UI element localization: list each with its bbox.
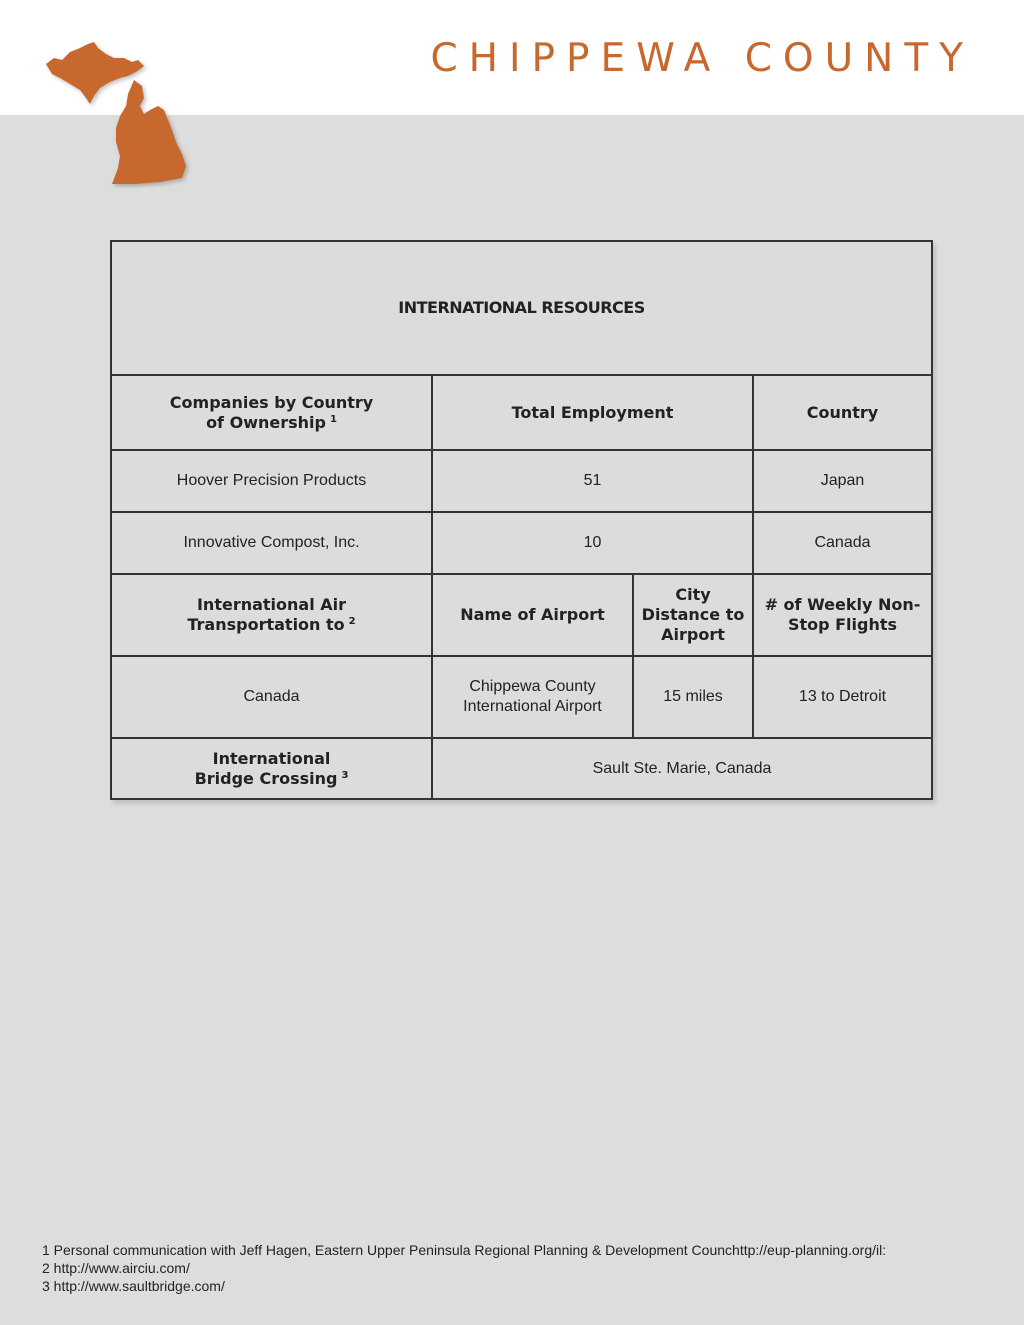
companies-header-row <box>111 375 932 450</box>
country-header: Country <box>753 375 932 450</box>
table-row <box>111 656 932 738</box>
table-row <box>111 512 932 574</box>
company-name: Hoover Precision Products <box>111 450 432 512</box>
distance-value: 15 miles <box>633 656 753 738</box>
companies-header: Companies by Country of Ownership $^1$ <box>111 375 432 450</box>
footnote-ref: 2 <box>348 616 356 627</box>
airport-name-value: Chippewa County International Airport <box>432 656 633 738</box>
bridge-header: International Bridge Crossing $^3$ <box>111 738 432 799</box>
air-transport-header: International Air Transportation to $^2$ <box>111 574 432 656</box>
employment-value: 10 <box>432 512 753 574</box>
footnote-1: 1 Personal communication with Jeff Hagen, Eastern Upper Peninsula Regional Planning & Development Counchttp://eup-planning.org/il: <box>42 1242 887 1258</box>
footnote-3: 3 http://www.saultbridge.com/ <box>42 1278 225 1294</box>
destination-value: Canada <box>111 656 432 738</box>
country-value: Canada <box>753 512 932 574</box>
country-value: Japan <box>753 450 932 512</box>
bridge-value: Sault Ste. Marie, Canada <box>432 738 932 799</box>
employment-value: 51 <box>432 450 753 512</box>
footnotes <box>42 1241 886 1295</box>
airport-name-header: Name of Airport <box>432 574 633 656</box>
footnote-2: 2 http://www.airciu.com/ <box>42 1260 190 1276</box>
company-name: Innovative Compost, Inc. <box>111 512 432 574</box>
bridge-row <box>111 738 932 799</box>
title-row <box>111 241 932 375</box>
international-resources-table <box>110 240 933 800</box>
footnote-ref: 1 <box>329 413 337 425</box>
michigan-map-icon <box>40 38 192 188</box>
flights-header: # of Weekly Non- Stop Flights <box>753 574 932 656</box>
table-row <box>111 450 932 512</box>
flights-value: 13 to Detroit <box>753 656 932 738</box>
footnote-ref: 3 <box>341 769 349 781</box>
air-header-row <box>111 574 932 656</box>
employment-header: Total Employment <box>432 375 753 450</box>
brand-title: CHIPPEWA COUNTY <box>430 36 974 81</box>
table-title: INTERNATIONAL RESOURCES <box>111 241 932 375</box>
distance-header: City Distance to Airport <box>633 574 753 656</box>
